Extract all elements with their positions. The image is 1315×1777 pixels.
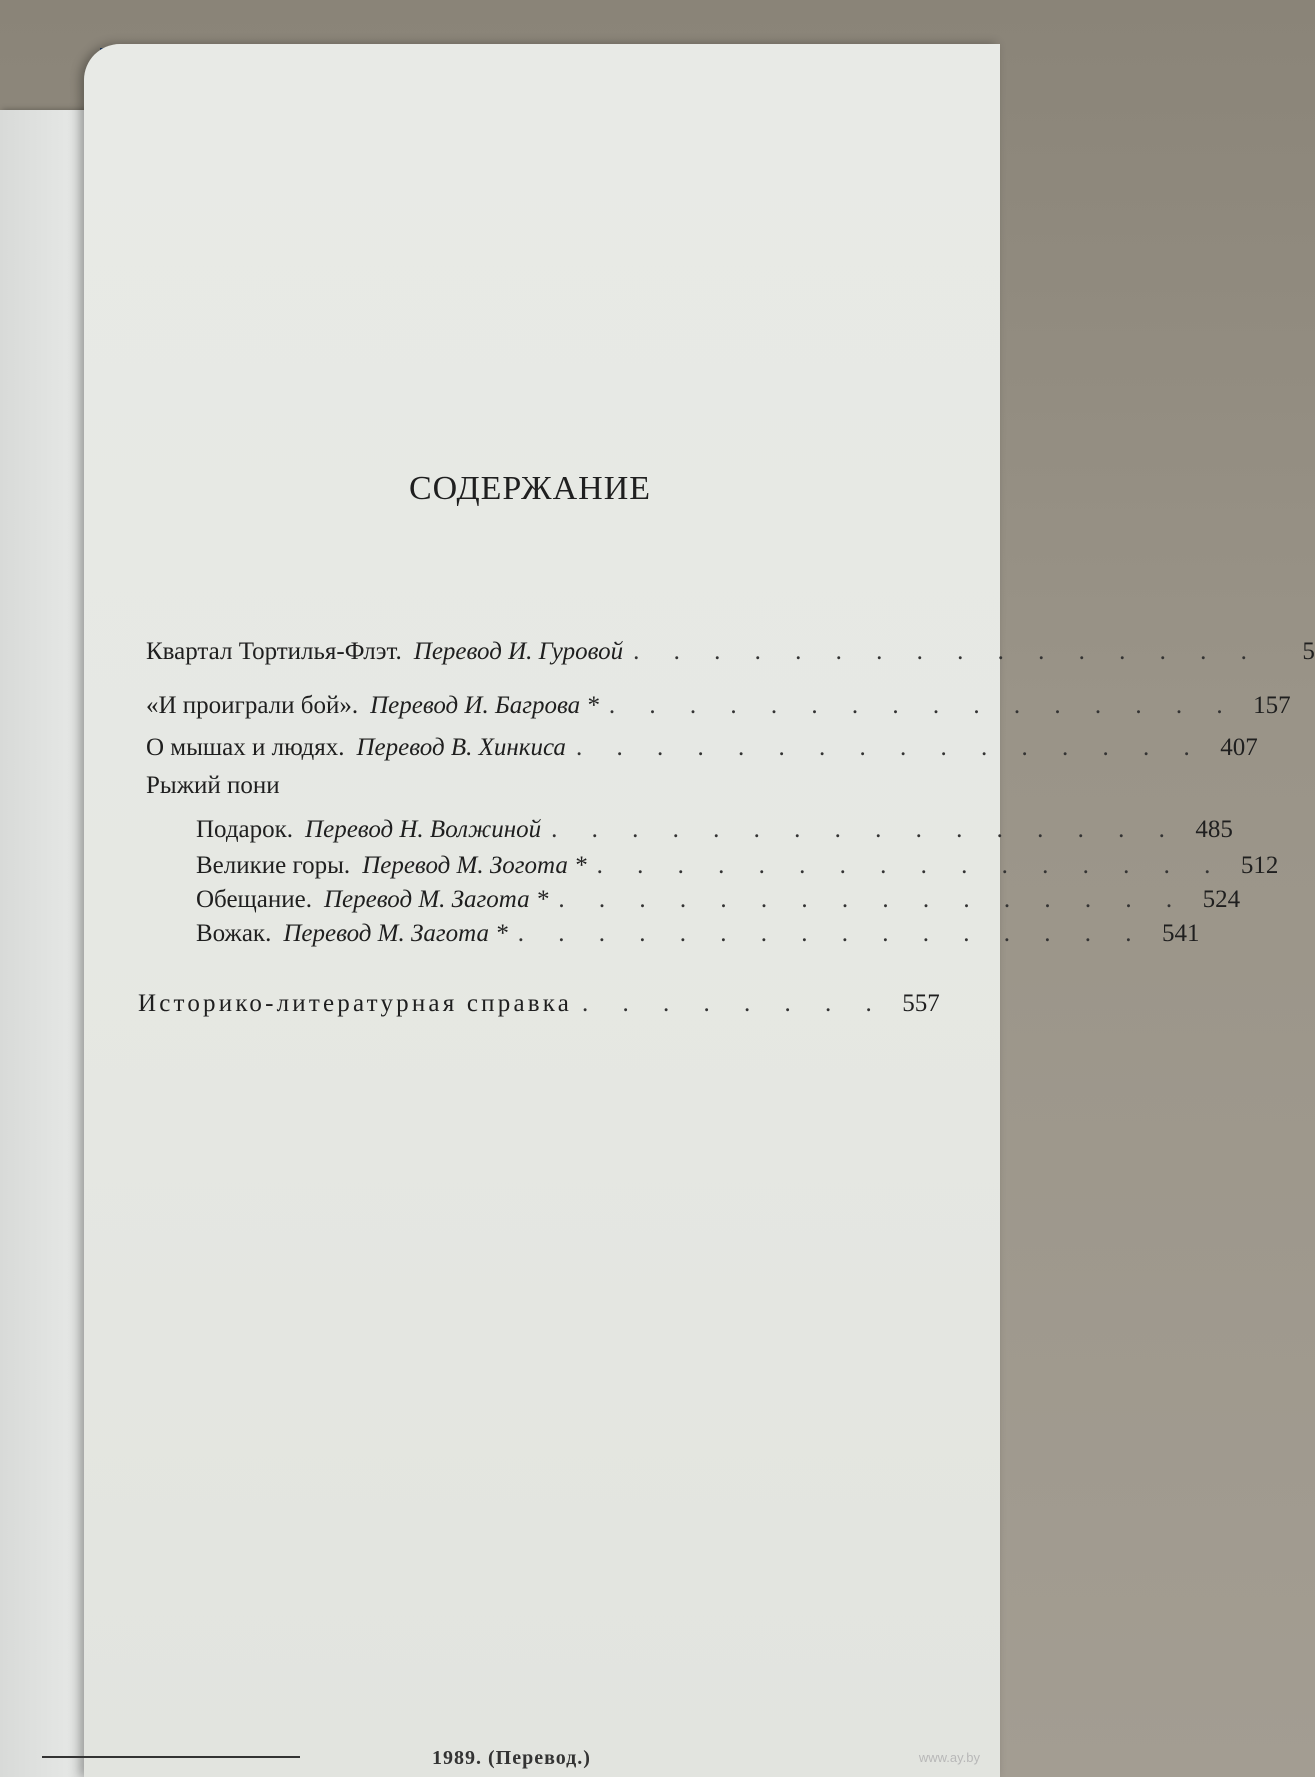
entry-title: Историко-литературная справка — [138, 990, 573, 1017]
entry-translator: Перевод Н. Волжиной — [305, 816, 542, 843]
section-title: Рыжий пони — [146, 772, 280, 799]
leader-dots: . . . . . . . . . . . . . . . . — [575, 734, 1204, 761]
toc-entry — [146, 692, 1291, 720]
toc-entry — [146, 734, 1258, 762]
toc-subentry — [196, 920, 1200, 948]
toc-entry — [146, 638, 1315, 666]
entry-title: О мышах и людях. — [146, 734, 345, 761]
entry-page: 485 — [1195, 816, 1233, 843]
entry-title: Вожак. — [196, 920, 272, 947]
toc-subentry — [196, 886, 1241, 914]
entry-title: Квартал Тортилья-Флэт. — [146, 638, 402, 665]
entry-title: Великие горы. — [196, 852, 351, 879]
entry-page: 5 — [1302, 638, 1315, 665]
watermark: www.ay.by — [918, 1750, 980, 1765]
leader-dots: . . . . . . . . . . . . . . . . — [558, 886, 1187, 913]
footer-rule — [42, 1756, 300, 1758]
entry-title: Обещание. — [196, 886, 312, 913]
toc-appendix — [138, 990, 940, 1018]
entry-translator: Перевод М. Зогота * — [362, 852, 587, 879]
toc-title: СОДЕРЖАНИЕ — [408, 470, 652, 507]
entry-page: 512 — [1240, 852, 1279, 879]
entry-title: Подарок. — [196, 816, 294, 843]
leader-dots: . . . . . . . . . . . . . . . . — [551, 816, 1179, 843]
entry-title: «И проиграли бой». — [146, 692, 359, 719]
leader-dots: . . . . . . . . . . . . . . . . — [517, 920, 1146, 947]
entry-translator: Перевод М. Загота * — [324, 886, 549, 913]
entry-translator: Перевод М. Загота * — [283, 920, 508, 947]
entry-translator: Перевод В. Хинкиса — [356, 734, 566, 761]
entry-translator: Перевод И. Багрова * — [370, 692, 599, 719]
entry-page: 541 — [1161, 920, 1200, 947]
toc-subentry — [196, 816, 1233, 844]
leader-dots: . . . . . . . . . . . . . . . . — [608, 692, 1237, 719]
entry-page: 557 — [902, 990, 940, 1017]
entry-page: 524 — [1202, 886, 1241, 913]
entry-translator: Перевод И. Гуровой — [413, 638, 624, 665]
toc-subentry — [196, 852, 1279, 880]
entry-page: 407 — [1220, 734, 1258, 761]
leader-dots: . . . . . . . . . . . . . . . . — [596, 852, 1225, 879]
footer-text: 1989. (Перевод.) — [432, 1747, 591, 1769]
leader-dots: . . . . . . . . . . . . . . . . — [633, 638, 1261, 665]
entry-page: 157 — [1253, 692, 1291, 719]
leader-dots: . . . . . . . . — [582, 990, 886, 1017]
